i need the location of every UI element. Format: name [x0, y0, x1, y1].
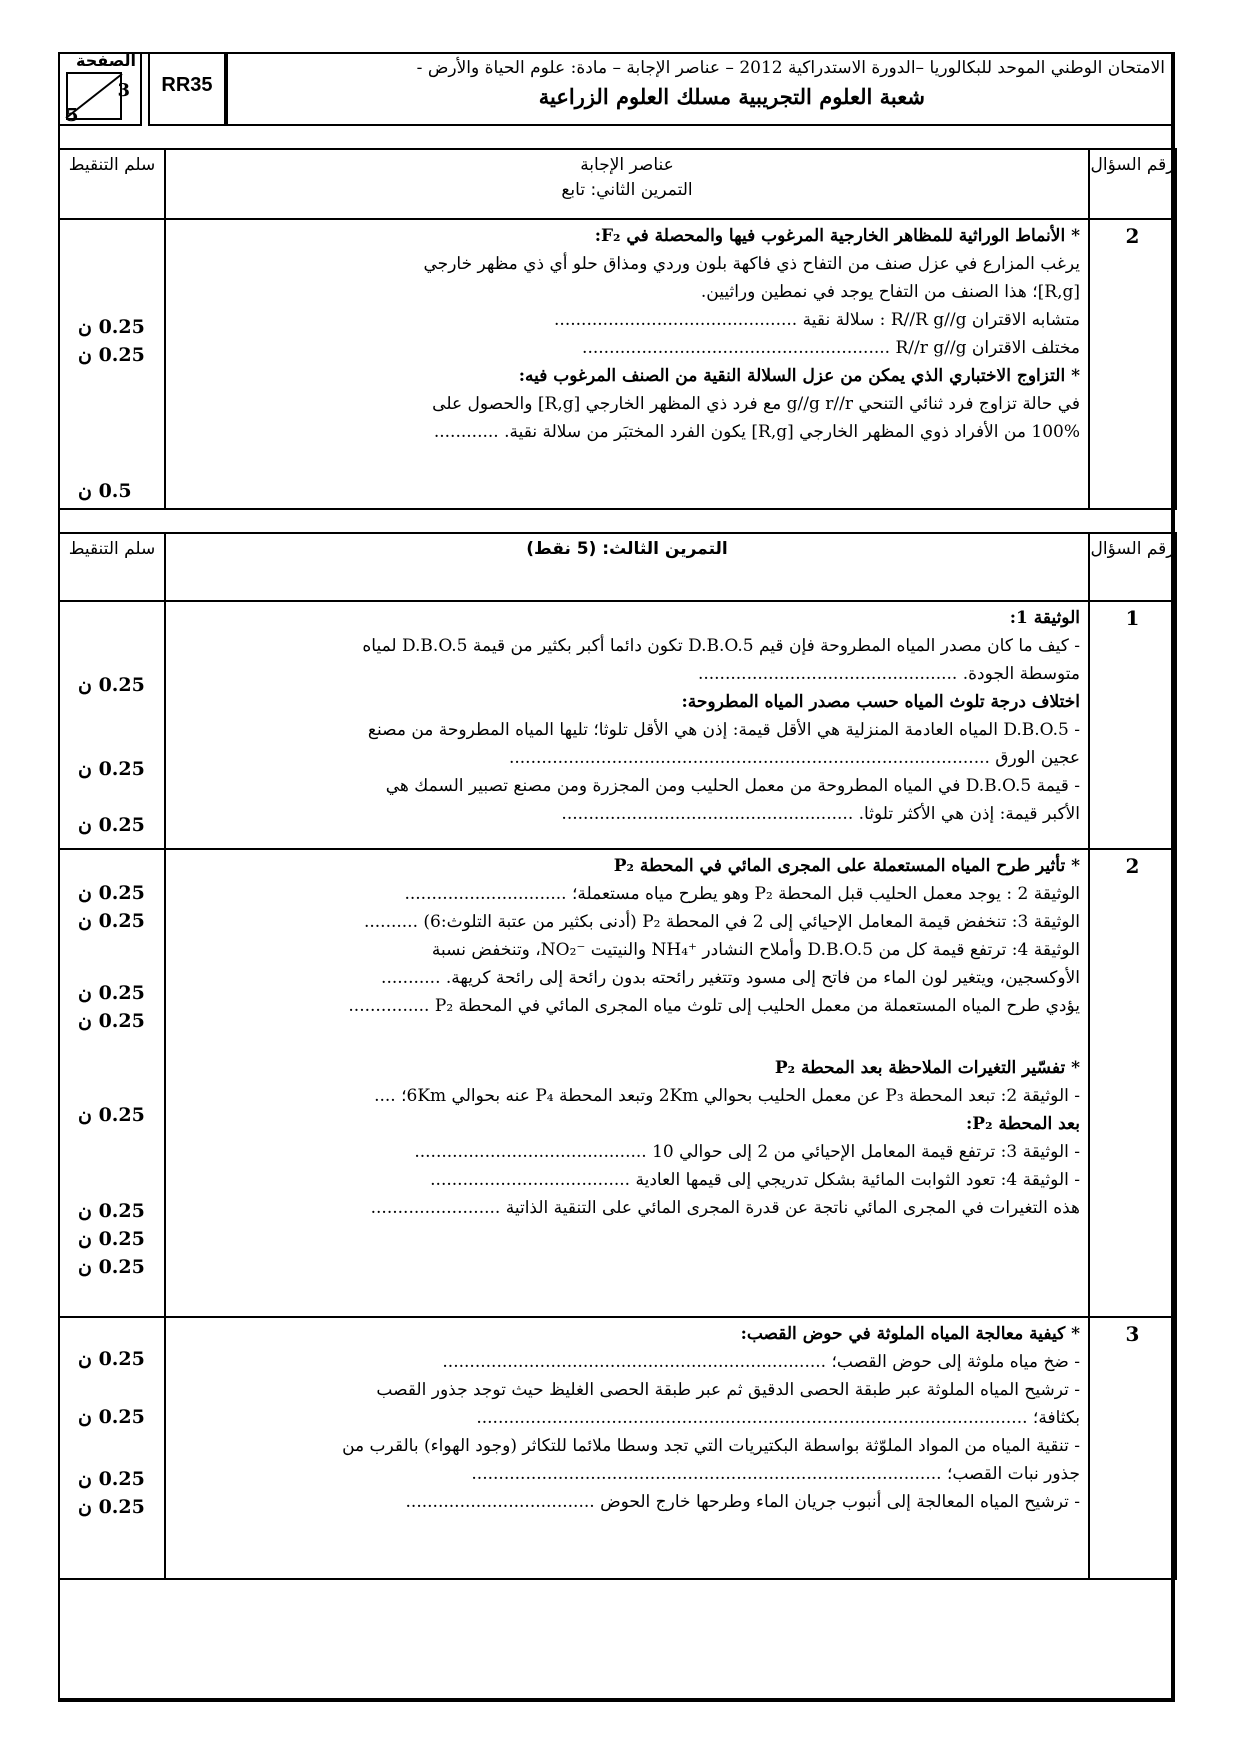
answer-content	[165, 849, 1089, 1317]
page-total: 5	[66, 105, 79, 126]
points-value: 0.25 ن	[78, 1406, 145, 1428]
answer-line: - ترشيح المياه المعالجة إلى أنبوب جريان الماء وطرحها خارج الحوض ...................................	[405, 1492, 1080, 1512]
answer-line: يرغب المزارع في عزل صنف من التفاح ذي فاكهة بلون وردي ومذاق حلو أي ذي مظهر خارجي	[423, 254, 1080, 274]
page-number: 3	[117, 80, 130, 101]
answer-line: يؤدي طرح المياه المستعملة من معمل الحليب إلى تلوث مياه المجرى المائي في المحطة P₂ ...............	[348, 996, 1080, 1016]
exercise-title: التمرين الثالث: (5 نقط)	[165, 533, 1089, 601]
points-value: 0.25 ن	[78, 1104, 145, 1126]
table-row	[59, 219, 1176, 509]
exam-title-line1: الامتحان الوطني الموحد للبكالوريا –الدورة الاستدراكية 2012 – عناصر الإجابة – مادة: علوم الحياة والأرض -	[416, 58, 1165, 78]
answer-line: - قيمة D.B.O.5 في المياه المطروحة من معمل الحليب ومن المجزرة ومن مصنع تصبير السمك هي	[385, 776, 1080, 796]
points-value: 0.25 ن	[78, 1468, 145, 1490]
answer-line: متوسطة الجودة. ................................................	[697, 664, 1080, 684]
points-cell	[59, 601, 165, 849]
answer-line: 100% من الأفراد ذوي المظهر الخارجي [R,g] يكون الفرد المختبَر من سلالة نقية. ............	[433, 422, 1080, 442]
answer-line: الوثيقة 2 : يوجد معمل الحليب قبل المحطة P₂ وهو يطرح مياه مستعملة؛ ..............................	[404, 884, 1080, 904]
answer-line: الأوكسجين، ويتغير لون الماء من فاتح إلى مسود وتتغير رائحته بدون رائحة إلى رائحة كريهة. ...........	[381, 968, 1080, 988]
table-row	[59, 849, 1176, 1317]
answer-line: بكثافة؛ ......................................................................................................	[476, 1408, 1080, 1428]
answer-line: - ضخ مياه ملوثة إلى حوض القصب؛ .......................................................................	[442, 1352, 1080, 1372]
answer-line: * تفسّير التغيرات الملاحظة بعد المحطة P₂	[774, 1058, 1080, 1078]
exam-title-box	[226, 52, 1175, 126]
answer-line: مختلف الاقتران R//r g//g .........................................................	[582, 338, 1080, 358]
answer-elements-title: عناصر الإجابة	[580, 155, 674, 175]
question-number-header: رقم السؤال	[1089, 149, 1176, 219]
points-value: 0.25 ن	[78, 1496, 145, 1518]
table-header-row	[59, 533, 1176, 601]
answer-line: * التزاوج الاختباري الذي يمكن من عزل السلالة النقية من الصنف المرغوب فيه:	[518, 366, 1080, 386]
answer-line: الوثيقة 1:	[1009, 608, 1080, 628]
answer-line: الأكبر قيمة: إذن هي الأكثر تلوثا. ......................................................	[561, 804, 1080, 824]
question-number: 3	[1089, 1317, 1176, 1579]
points-value: 0.25 ن	[78, 1348, 145, 1370]
answer-line: في حالة تزاوج فرد ثنائي التنحي g//g r//r مع فرد ذي المظهر الخارجي [R,g] والحصول على	[432, 394, 1080, 414]
points-value: 0.25 ن	[78, 1010, 145, 1032]
answer-line: بعد المحطة P₂:	[966, 1114, 1080, 1134]
points-value: 0.25 ن	[78, 1200, 145, 1222]
points-cell	[59, 219, 165, 509]
answer-line: * كيفية معالجة المياه الملوثة في حوض القصب:	[740, 1324, 1080, 1344]
answer-line: - الوثيقة 3: ترتفع قيمة المعامل الإحيائي من 2 إلى حوالي 10 ...........................................	[414, 1142, 1080, 1162]
points-value: 0.25 ن	[78, 814, 145, 836]
points-value: 0.25 ن	[78, 316, 145, 338]
answer-content	[165, 601, 1089, 849]
points-value: 0.25 ن	[78, 1228, 145, 1250]
grading-header: سلم التنقيط	[59, 533, 165, 601]
answer-line: جذور نبات القصب؛ .......................................................................................	[471, 1464, 1080, 1484]
points-value: 0.25 ن	[78, 344, 145, 366]
answer-line	[174, 1020, 1080, 1054]
points-value: 0.25 ن	[78, 758, 145, 780]
answer-line: - D.B.O.5 المياه العادمة المنزلية هي الأقل قيمة: إذن هي الأقل تلوثا؛ تليها المياه المطروحة من مصنع	[367, 720, 1080, 740]
table-row	[59, 601, 1176, 849]
answer-line: الوثيقة 3: تنخفض قيمة المعامل الإحيائي إلى 2 في المحطة P₂ (أدنى بكثير من عتبة التلوث:6) ..........	[363, 912, 1080, 932]
answer-line: عجين الورق .........................................................................................	[508, 748, 1080, 768]
points-value: 0.25 ن	[78, 882, 145, 904]
answer-line: الوثيقة 4: ترتفع قيمة كل من D.B.O.5 وأملاح النشادر ⁺NH₄ والنيتيت ⁻NO₂، وتنخفض نسبة	[431, 940, 1080, 960]
points-value: 0.25 ن	[78, 910, 145, 932]
answer-line: - كيف ما كان مصدر المياه المطروحة فإن قيم D.B.O.5 تكون دائما أكبر بكثير من قيمة D.B.O.5 لمياه	[362, 636, 1080, 656]
exercise2-table	[58, 148, 1177, 510]
exercise3-table	[58, 532, 1177, 1580]
question-number: 2	[1089, 219, 1176, 509]
points-cell	[59, 1317, 165, 1579]
exam-code: RR35	[161, 74, 213, 96]
page-label: الصفحة	[75, 51, 136, 70]
answer-line: هذه التغيرات في المجرى المائي ناتجة عن قدرة المجرى المائي على التنقية الذاتية ........................	[370, 1198, 1080, 1218]
points-cell	[59, 849, 165, 1317]
answer-line: متشابه الاقتران R//R g//g : سلالة نقية .............................................	[554, 310, 1080, 330]
points-value: 0.25 ن	[78, 982, 145, 1004]
points-value: 0.25 ن	[78, 1256, 145, 1278]
points-value: 0.25 ن	[78, 674, 145, 696]
table-header-row	[59, 149, 1176, 219]
answer-line: * تأثير طرح المياه المستعملة على المجرى المائي في المحطة P₂	[613, 856, 1080, 876]
question-number: 2	[1089, 849, 1176, 1317]
exam-title-line2: شعبة العلوم التجريبية مسلك العلوم الزراعية	[538, 84, 925, 109]
exam-code-box	[148, 52, 226, 126]
table-row	[59, 1317, 1176, 1579]
answer-content	[165, 219, 1089, 509]
question-number-header: رقم السؤال	[1089, 533, 1176, 601]
answer-line: [R,g]؛ هذا الصنف من التفاح يوجد في نمطين وراثيين.	[700, 282, 1080, 302]
exercise-subtitle: التمرين الثاني: تابع	[561, 180, 693, 200]
answer-line: - ترشيح المياه الملوثة عبر طبقة الحصى الدقيق ثم عبر طبقة الحصى الغليظ حيث توجد جذور القصب	[376, 1380, 1080, 1400]
answer-line: - الوثيقة 4: تعود الثوابت المائية بشكل تدريجي إلى قيمها العادية .....................................	[430, 1170, 1080, 1190]
answer-line: - تنقية المياه من المواد الملوّثة بواسطة البكتيريات التي تجد وسطا ملائما للتكاثر (وجود الهواء) بالقرب من	[342, 1436, 1080, 1456]
answer-line: - الوثيقة 2: تبعد المحطة P₃ عن معمل الحليب بحوالي 2Km وتبعد المحطة P₄ عنه بحوالي 6Km؛ ....	[374, 1086, 1080, 1106]
question-number: 1	[1089, 601, 1176, 849]
answer-content	[165, 1317, 1089, 1579]
page-number-box	[58, 52, 142, 126]
answer-line: اختلاف درجة تلوث المياه حسب مصدر المياه المطروحة:	[681, 692, 1080, 712]
answer-elements-header	[165, 149, 1089, 219]
answer-line: * الأنماط الوراثية للمظاهر الخارجية المرغوب فيها والمحصلة في F₂:	[594, 226, 1080, 246]
grading-header: سلم التنقيط	[59, 149, 165, 219]
points-value: 0.5 ن	[78, 480, 132, 502]
